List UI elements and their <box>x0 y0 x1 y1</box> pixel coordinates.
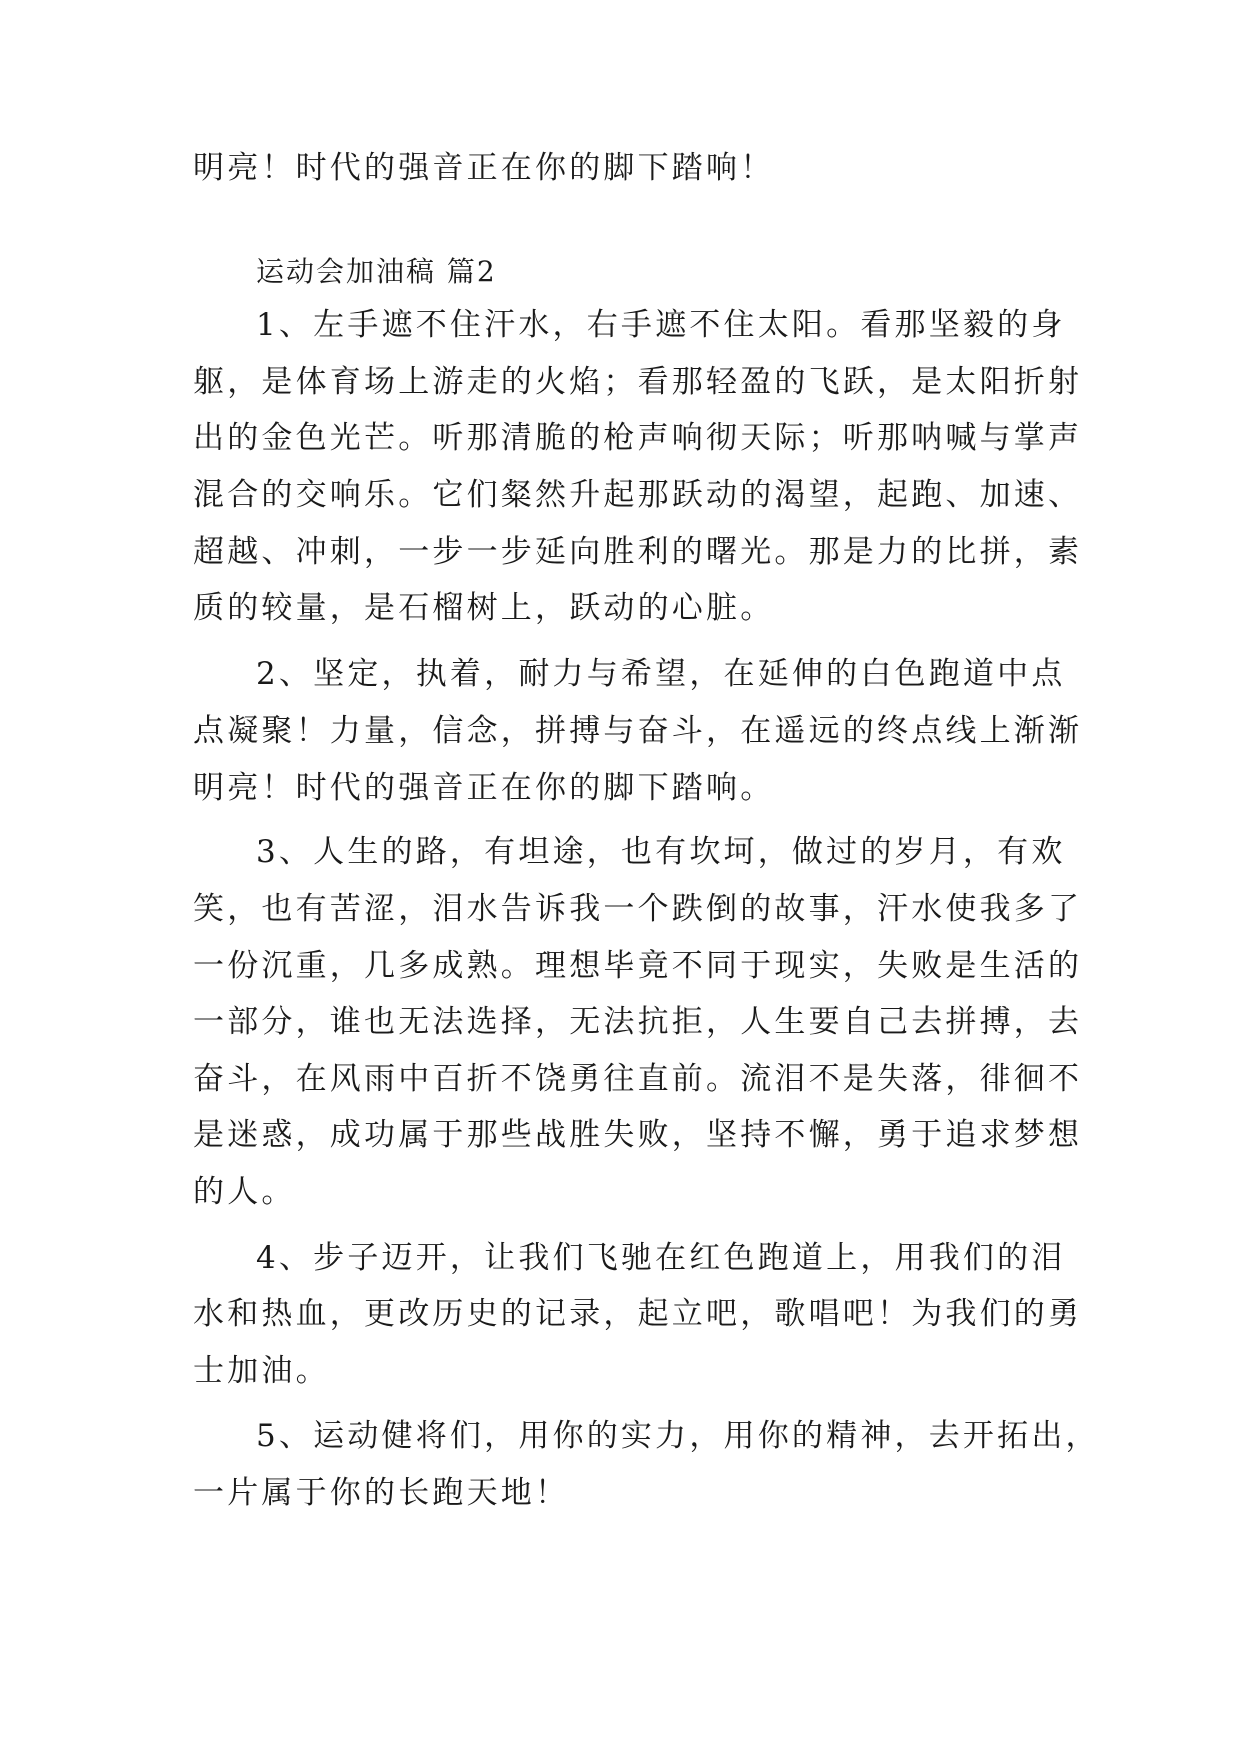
paragraph-line: 奋斗，在风雨中百折不饶勇往直前。流泪不是失落，徘徊不 <box>193 1061 1083 1097</box>
paragraph-line: 超越、冲刺，一步一步延向胜利的曙光。那是力的比拼，素 <box>193 534 1083 570</box>
section-title: 运动会加油稿 篇2 <box>256 255 497 288</box>
paragraph-line: 混合的交响乐。它们粲然升起那跃动的渴望，起跑、加速、 <box>193 477 1083 513</box>
paragraph-line: 5、运动健将们，用你的实力，用你的精神，去开拓出， <box>256 1418 1100 1454</box>
paragraph-line: 水和热血，更改历史的记录，起立吧，歌唱吧！为我们的勇 <box>193 1296 1083 1332</box>
paragraph-line: 3、人生的路，有坦途，也有坎坷，做过的岁月，有欢 <box>256 834 1066 870</box>
paragraph-line: 一部分，谁也无法选择，无法抗拒，人生要自己去拼搏，去 <box>193 1004 1083 1040</box>
paragraph-line: 士加油。 <box>193 1353 330 1389</box>
paragraph-line: 点凝聚！力量，信念，拼搏与奋斗，在遥远的终点线上渐渐 <box>193 713 1083 749</box>
paragraph-line: 躯，是体育场上游走的火焰；看那轻盈的飞跃，是太阳折射 <box>193 364 1083 400</box>
paragraph-line: 1、左手遮不住汗水，右手遮不住太阳。看那坚毅的身 <box>256 307 1066 343</box>
paragraph-line: 4、步子迈开，让我们飞驰在红色跑道上，用我们的泪 <box>256 1240 1066 1276</box>
paragraph-line: 笑，也有苦涩，泪水告诉我一个跌倒的故事，汗水使我多了 <box>193 891 1083 927</box>
paragraph-line: 明亮！时代的强音正在你的脚下踏响。 <box>193 770 775 806</box>
continued-paragraph-line: 明亮！时代的强音正在你的脚下踏响！ <box>193 150 775 186</box>
paragraph-line: 一片属于你的长跑天地！ <box>193 1475 570 1511</box>
paragraph-line: 是迷惑，成功属于那些战胜失败，坚持不懈，勇于追求梦想 <box>193 1117 1083 1153</box>
paragraph-line: 2、坚定，执着，耐力与希望，在延伸的白色跑道中点 <box>256 656 1066 692</box>
paragraph-line: 质的较量，是石榴树上，跃动的心脏。 <box>193 590 775 626</box>
paragraph-line: 的人。 <box>193 1174 296 1210</box>
paragraph-line: 出的金色光芒。听那清脆的枪声响彻天际；听那呐喊与掌声 <box>193 420 1083 456</box>
paragraph-line: 一份沉重，几多成熟。理想毕竟不同于现实，失败是生活的 <box>193 948 1083 984</box>
